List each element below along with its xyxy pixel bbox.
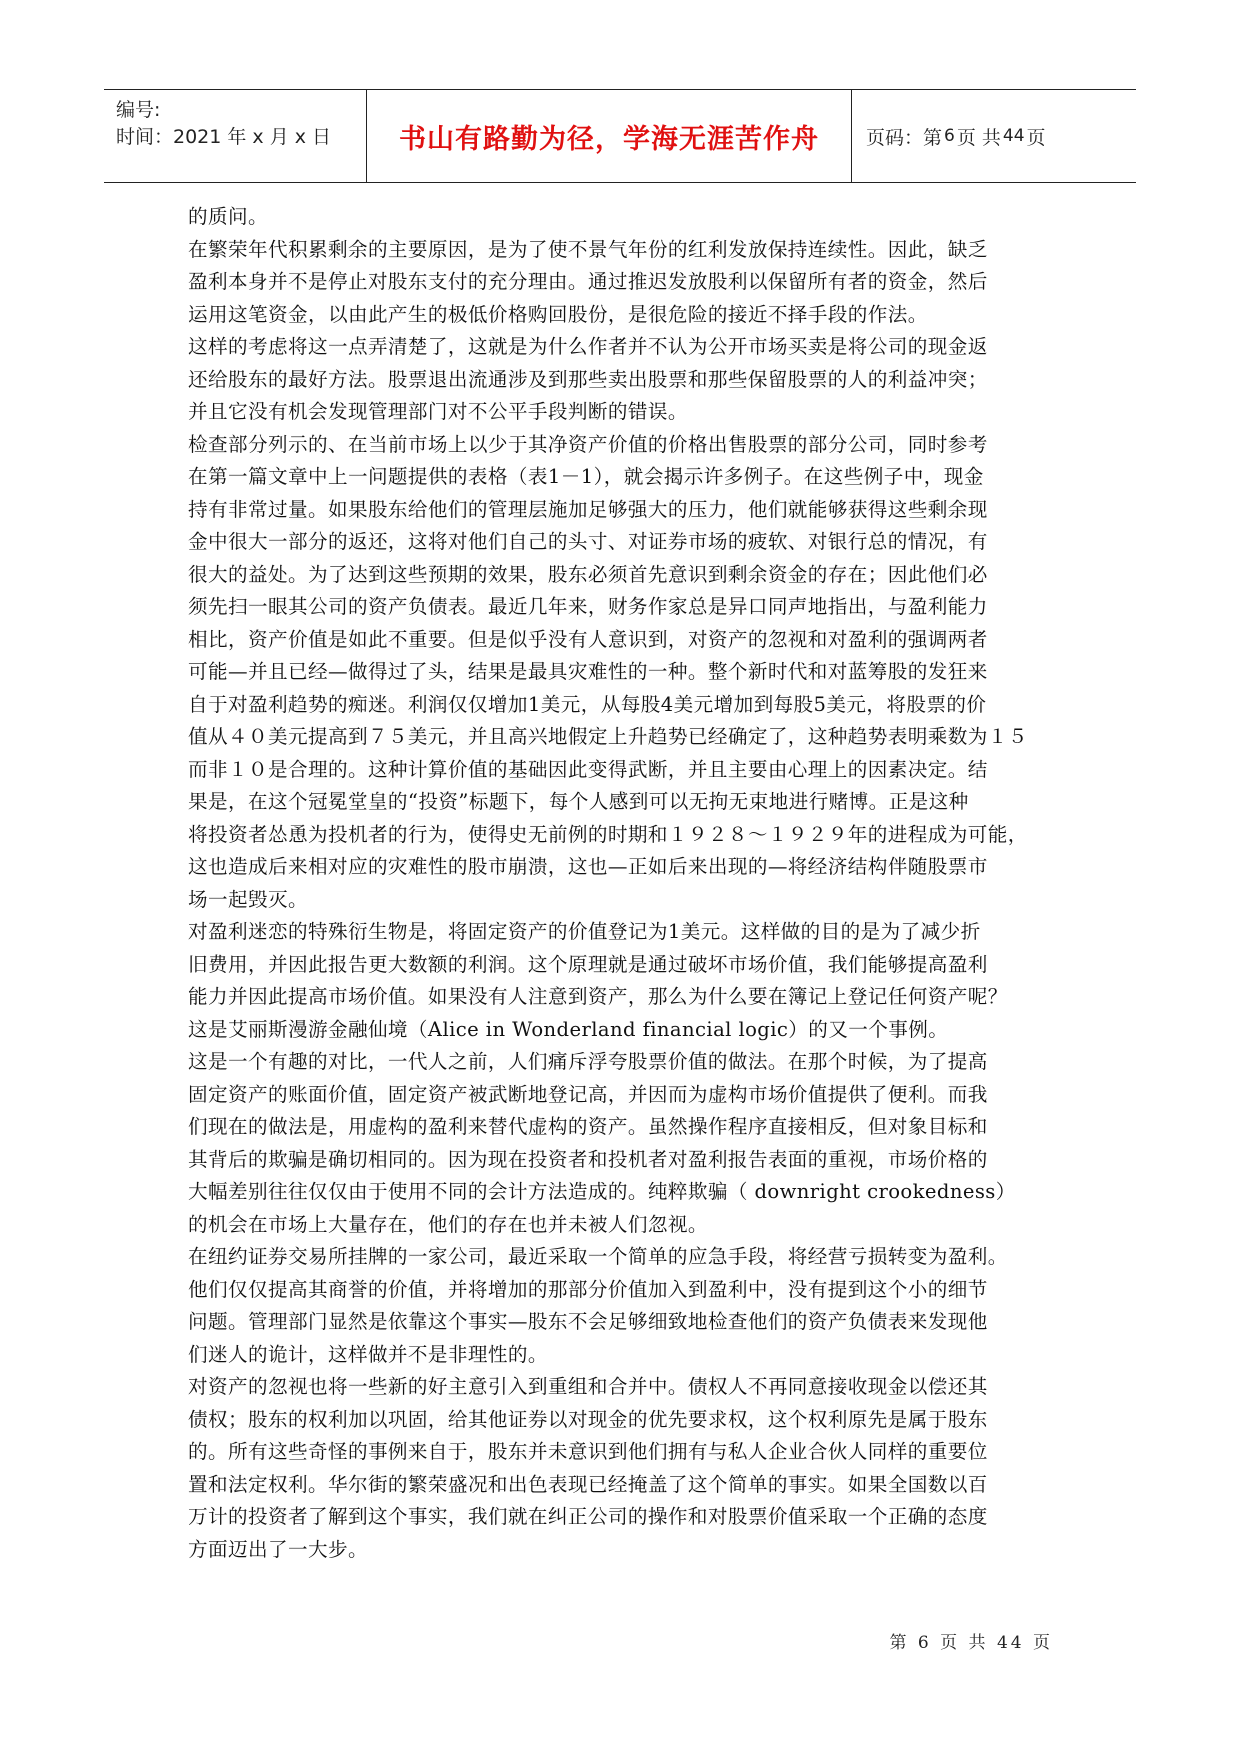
page-total: 44 xyxy=(1002,126,1025,146)
paragraph: 这是一个有趣的对比，一代人之前，人们痛斥浮夸股票价值的做法。在那个时候，为了提高 固定资产的账面价值，固定资产被武断地登记高，并因而为虚构市场价值提供了便利。而我 们现在的做法是，用虚构的盈利来替代虚构的资产。虽然操作程序直接相反，但对象目标和 其背后的欺骗是确切相同的。因为现在投资者和投机者对盈利报告表面的重视，市场价格的 大幅差别往往仅仅由于使用不同的会计方法造成的。纯粹欺骗（ downright crookedness） 的机会在市场上大量存在，他们的存在也并未被人们忽视。 xyxy=(188,1050,1016,1236)
header-motto: 书山有路勤为径，学海无涯苦作舟 xyxy=(367,90,852,182)
page-header xyxy=(104,89,1136,183)
page-suffix: 页 xyxy=(1026,126,1046,149)
page-current: 6 xyxy=(944,126,955,146)
paragraph: 检查部分列示的、在当前市场上以少于其净资产价值的价格出售股票的部分公司，同时参考 在第一篇文章中上一问题提供的表格（表1－1），就会揭示许多例子。在这些例子中，现金 持有非常过量。如果股东给他们的管理层施加足够强大的压力，他们就能够获得这些剩余现 金中很大一部分的返还，这将对他们自己的头寸、对证券市场的疲软、对银行总的情况，有 很大的益处。为了达到这些预期的效果，股东必须首先意识到剩余资金的存在；因此他们必 须先扫一眼其公司的资产负债表。最近几年来，财务作家总是异口同声地指出，与盈利能力 相比，资产价值是如此不重要。但是似乎没有人意识到，对资产的忽视和对盈利的强调两者 可能—并且已经—做得过了头，结果是最具灾难性的一种。整个新时代和对蓝筹股的发狂来 自于对盈利趋势的痴迷。利润仅仅增加1美元，从每股4美元增加到每股5美元，将股票的价 值从４０美元提高到７５美元，并且高兴地假定上升趋势已经确定了，这种趋势表明乘数为１５ 而非１０是合理的。这种计算价值的基础因此变得武断，并且主要由心理上的因素决定。结 果是，在这个冠冕堂皇的“投资”标题下，每个人感到可以无拘无束地进行赌博。正是这种 将投资者怂恿为投机者的行为，使得史无前例的时期和１９２８～１９２９年的进程成为可能， 这也造成后来相对应的灾难性的股市崩溃，这也—正如后来出现的—将经济结构伴随股票市 场一起毁灭。 xyxy=(188,432,1028,911)
page-middle: 页 共 xyxy=(956,126,1001,149)
paragraph: 对盈利迷恋的特殊衍生物是，将固定资产的价值登记为1美元。这样做的目的是为了减少折 旧费用，并因此报告更大数额的利润。这个原理就是通过破坏市场价值，我们能够提高盈利 能力并因此提高市场价值。如果没有人注意到资产，那么为什么要在簿记上登记任何资产呢？ 这是艾丽斯漫游金融仙境（Alice in Wonderland financial logic）的又一个事例。 xyxy=(188,920,1008,1041)
document-time-label: 时间：2021 年 x 月 x 日 xyxy=(116,126,332,148)
header-page-info xyxy=(852,90,1136,182)
paragraph: 在繁荣年代积累剩余的主要原因，是为了使不景气年份的红利发放保持连续性。因此，缺乏 盈利本身并不是停止对股东支付的充分理由。通过推迟发放股利以保留所有者的资金，然后 运用这笔资金，以由此产生的极低价格购回股份，是很危险的接近不择手段的作法。 xyxy=(188,237,988,326)
paragraph: 对资产的忽视也将一些新的好主意引入到重组和合并中。债权人不再同意接收现金以偿还其 债权；股东的权利加以巩固，给其他证券以对现金的优先要求权，这个权利原先是属于股东 的。所有这些奇怪的事例来自于，股东并未意识到他们拥有与私人企业合伙人同样的重要位 置和法定权利。华尔街的繁荣盛况和出色表现已经掩盖了这个简单的事实。如果全国数以百 万计的投资者了解到这个事实，我们就在纠正公司的操作和对股票价值采取一个正确的态度 方面迈出了一大步。 xyxy=(188,1375,988,1561)
header-meta xyxy=(104,90,367,182)
page-footer: 第 6 页 共 44 页 xyxy=(889,1633,1053,1653)
paragraph: 在纽约证券交易所挂牌的一家公司，最近采取一个简单的应急手段，将经营亏损转变为盈利。 他们仅仅提高其商誉的价值，并将增加的那部分价值加入到盈利中，没有提到这个小的细节 问题。管理部门显然是依靠这个事实—股东不会足够细致地检查他们的资产负债表来发现他 们迷人的诡计，这样做并不是非理性的。 xyxy=(188,1245,1008,1366)
paragraph: 的质问。 xyxy=(188,205,268,228)
document-body xyxy=(188,201,1058,1566)
document-number-label: 编号: xyxy=(116,99,161,121)
paragraph: 这样的考虑将这一点弄清楚了，这就是为什么作者并不认为公开市场买卖是将公司的现金返 还给股东的最好方法。股票退出流通涉及到那些卖出股票和那些保留股票的人的利益冲突； 并且它没有机会发现管理部门对不公平手段判断的错误。 xyxy=(188,335,988,423)
page-prefix: 页码：第 xyxy=(866,126,943,149)
